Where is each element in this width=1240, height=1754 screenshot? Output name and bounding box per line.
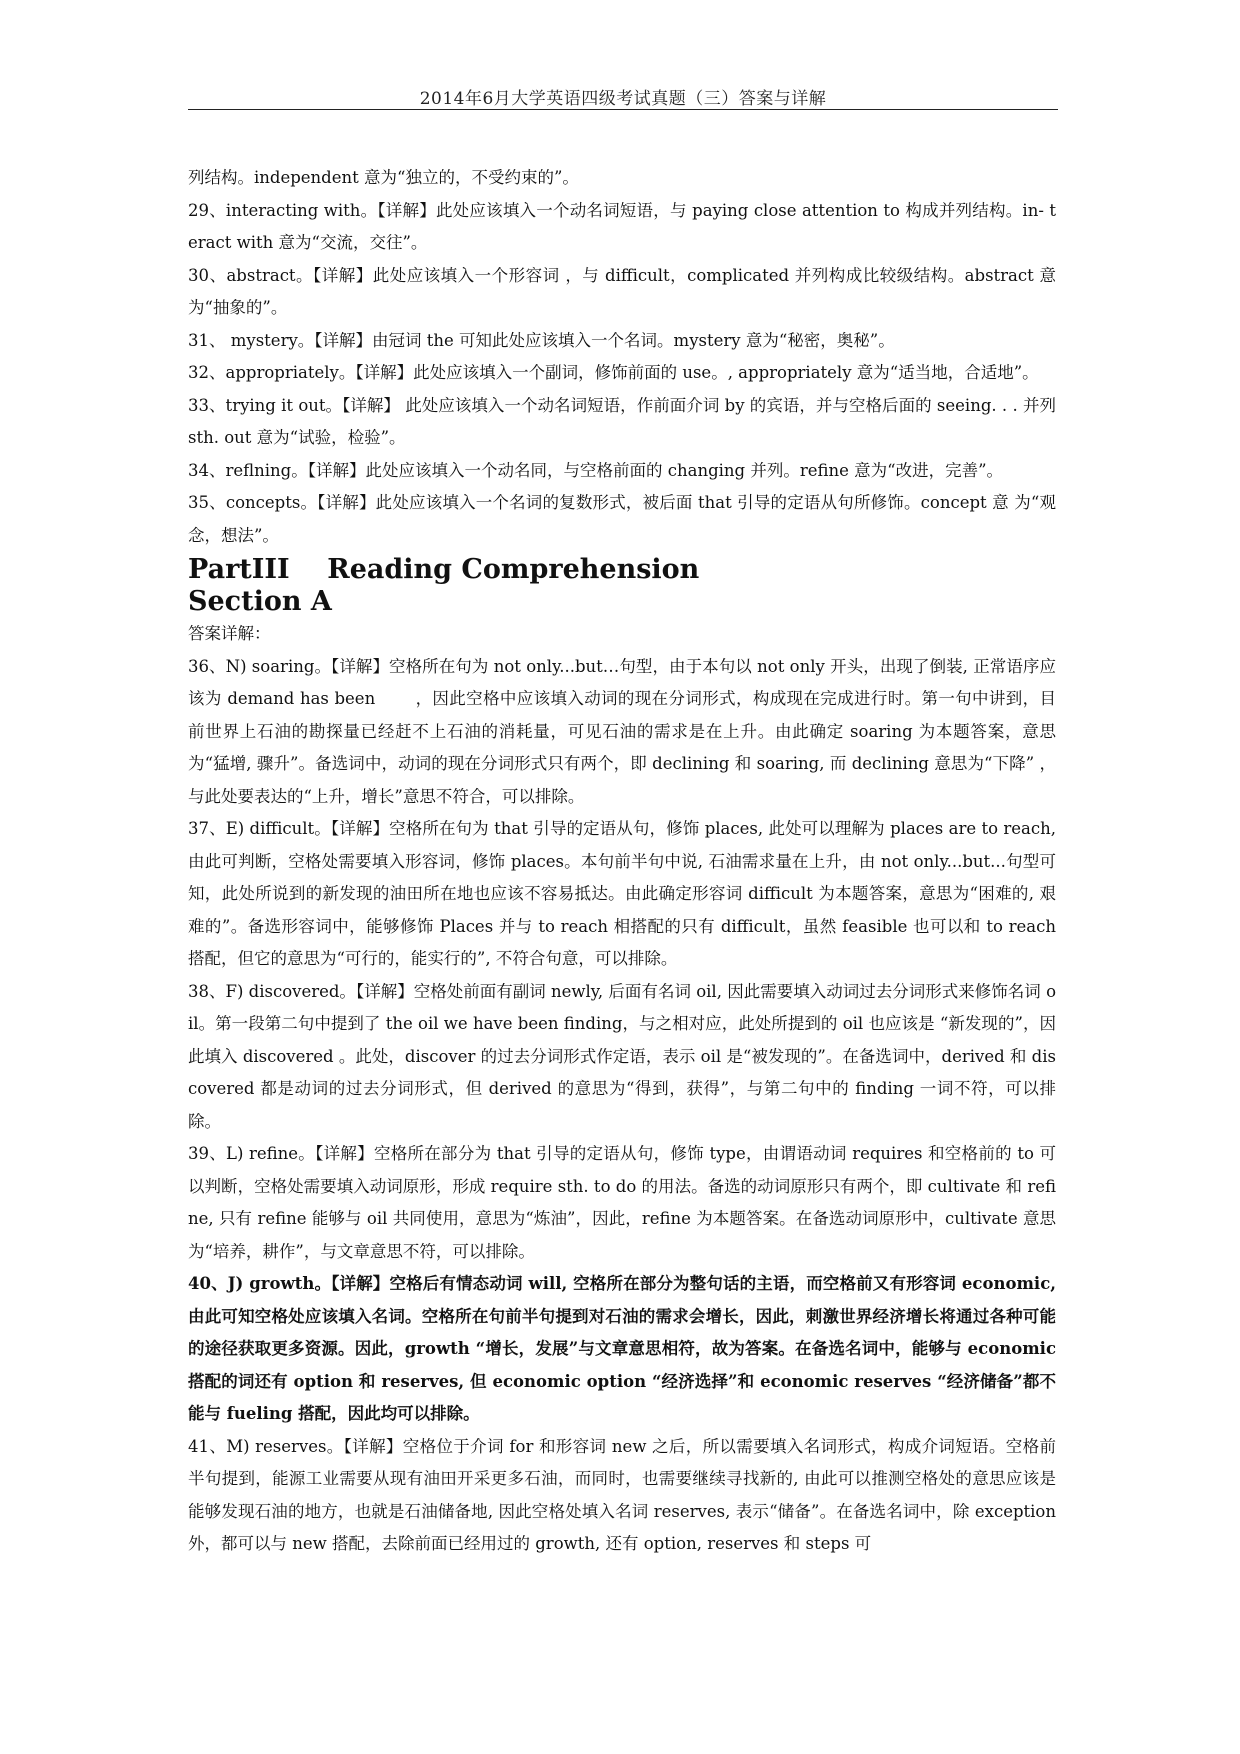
- paragraph-31: 31、 mystery。【详解】由冠词 the 可知此处应该填入一个名词。mystery 意为“秘密，奥秘”。: [188, 330, 895, 350]
- header-divider: [188, 109, 1058, 110]
- paragraph-39: 39、L) refine。【详解】空格所在部分为 that 引导的定语从句，修饰 type，由谓语动词 requires 和空格前的 to 可以判断，空格处需要填入动词原形，形成 require sth. to do 的用法。备选的动词原形只有两个，即 cultivate 和 refine, 只有 refine 能够与 oil 共同使用，意思为“炼油”，因此，refine 为本题答案。在备选动词原形中，cultivate 意思为“培养，耕作”，与文章意思不符，可以排除。: [188, 1144, 1056, 1261]
- paragraph-36-part1: 36、N) soaring。【详解】空格所在句为 not only...but…句型，由于本句以 not only 开头，出现了倒装, 正常语序应该为 demand has been: [188, 656, 1056, 708]
- answer-label: 答案详解：: [188, 624, 271, 643]
- paragraph-30: 30、abstract。【详解】此处应该填入一个形容词 ，与 difficult，complicated 并列构成比较级结构。abstract 意为“抽象的”。: [188, 265, 1056, 317]
- paragraph-41: 41、M) reserves。【详解】空格位于介词 for 和形容词 new 之后，所以需要填入名词形式，构成介词短语。空格前半句提到，能源工业需要从现有油田开采更多石油，而同时，也需要继续寻找新的, 由此可以推测空格处的意思应该是能够发现石油的地方，也就是石油储备地, 因此空格处填入名词 reserves, 表示“储备”。在备选名词中，除 exception 外，都可以与 new 搭配，去除前面已经用过的 growth, 还有 option, reserves 和 steps 可: [188, 1436, 1056, 1553]
- paragraph-37: 37、E) difficult。【详解】空格所在句为 that 引导的定语从句，修饰 places, 此处可以理解为 places are to reach, 由此可判断，空格处需要填入形容词，修饰 places。本句前半句中说, 石油需求量在上升，由 not only...but...句型可知，此处所说到的新发现的油田所在地也应该不容易抵达。由此确定形容词 difficult 为本题答案，意思为“困难的, 艰难的”。备选形容词中，能够修饰 Places 并与 to reach 相搭配的只有 difficult，虽然 feasible 也可以和 to reach 搭配，但它的意思为“可行的，能实行的”, 不符合句意，可以排除。: [188, 819, 1056, 968]
- paragraph-33: 33、trying it out。【详解】 此处应该填入一个动名词短语，作前面介词 by 的宾语，并与空格后面的 seeing. . . 并列 sth. out 意为“试验，检验”。: [188, 395, 1056, 447]
- paragraph-35: 35、concepts。【详解】此处应该填入一个名词的复数形式，被后面 that 引导的定语从句所修饰。concept 意 为“观念，想法”。: [188, 493, 1056, 545]
- paragraph-32: 32、appropriately。【详解】此处应该填入一个副词，修饰前面的 use。, appropriately 意为“适当地，合适地”。: [188, 363, 1039, 382]
- paragraph-34: 34、reflning。【详解】此处应该填入一个动名同，与空格前面的 changing 并列。refine 意为“改进，完善”。: [188, 460, 1004, 480]
- paragraph-40: 40、J) growth。【详解】空格后有情态动词 will, 空格所在部分为整句话的主语，而空格前又有形容词 economic, 由此可知空格处应该填入名词。空格所在句前半句提到对石油的需求会增长，因此，刺激世界经济增长将通过各种可能的途径获取更多资源。因此，growth “增长，发展”与文章意思相符，故为答案。在备选名词中，能够与 economic 搭配的词还有 option 和 reserves, 但 economic option “经济选择”和 economic reserves “经济储备”都不能与 fueling 搭配，因此均可以排除。: [188, 1274, 1056, 1423]
- document-body: [188, 162, 1056, 1561]
- part-heading: PartIII Reading Comprehension: [188, 554, 700, 585]
- paragraph-29: 29、interacting with。【详解】此处应该填入一个动名词短语，与 paying close attention to 构成并列结构。in- teract with 意为“交流，交往”。: [188, 200, 1056, 252]
- paragraph-38: 38、F) discovered。【详解】空格处前面有副词 newly, 后面有名词 oil, 因此需要填入动词过去分词形式来修饰名词 oil。第一段第二句中提到了 the oil we have been finding，与之相对应，此处所提到的 oil 也应该是 “新发现的”，因此填入 discovered 。此处，discover 的过去分词形式作定语，表示 oil 是“被发现的”。在备选词中，derived 和 discovered 都是动词的过去分词形式，但 derived 的意思为“得到，获得”，与第二句中的 finding 一词不符，可以排除。: [188, 981, 1056, 1131]
- paragraph-36-part2: ，因此空格中应该填入动词的现在分词形式，构成现在完成进行时。第一句中讲到，目前世界上石油的勘探量已经赶不上石油的消耗量，可见石油的需求是在上升。由此确定 soaring 为本题答案，意思为“猛增, 骤升”。备选词中，动词的现在分词形式只有两个，即 declining 和 soaring, 而 declining 意思为“下降” ，与此处要表达的“上升，增长”意思不符合，可以排除。: [188, 689, 1056, 806]
- paragraph-36: [188, 651, 1056, 814]
- paragraph-28-continued: 列结构。independent 意为“独立的，不受约束的”。: [188, 168, 579, 187]
- section-heading: Section A: [188, 586, 332, 617]
- page-header: 2014年6月大学英语四级考试真题（三）答案与详解: [419, 89, 827, 109]
